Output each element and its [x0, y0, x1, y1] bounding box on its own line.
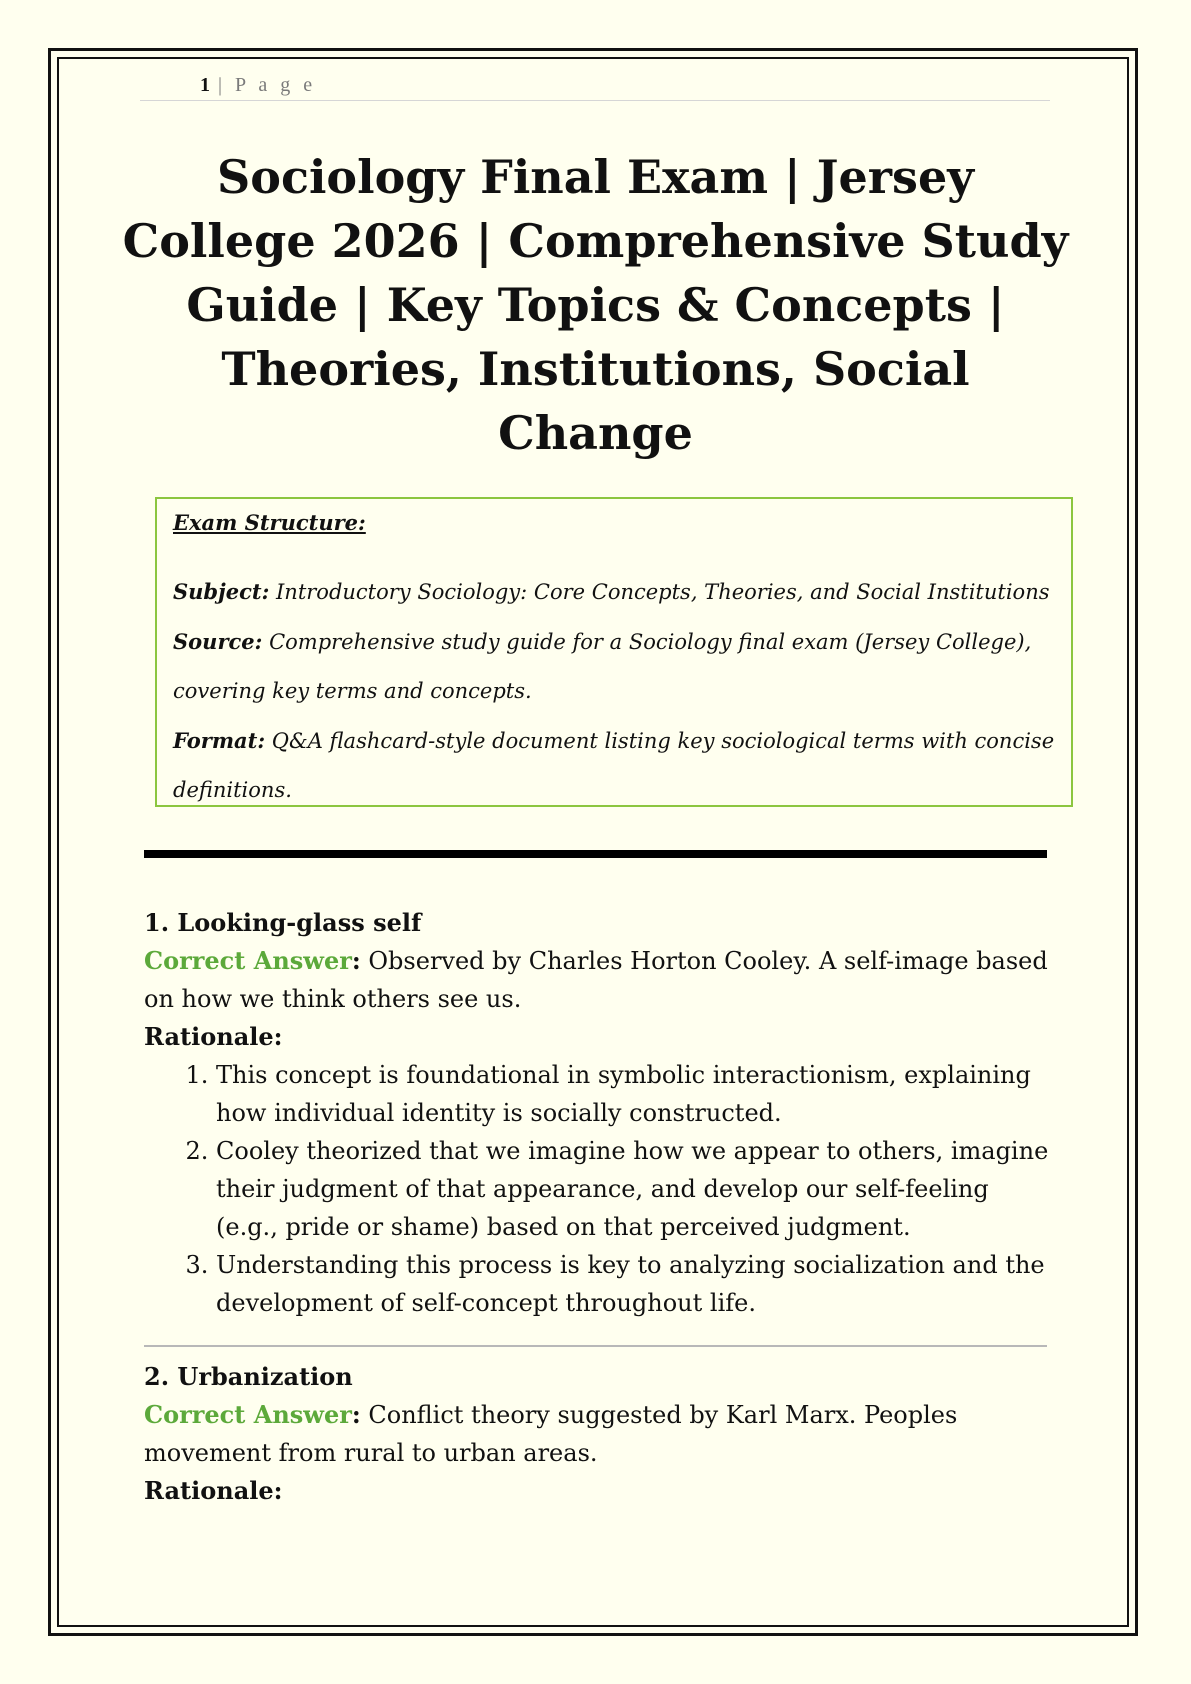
exam-source: [173, 617, 1055, 716]
subject-value: Introductory Sociology: Core Concepts, Theories, and Social Institutions: [269, 580, 1050, 604]
source-value: Comprehensive study guide for a Sociology final exam (Jersey College), covering key terms and concepts.: [173, 630, 1032, 703]
section-divider: [144, 850, 1047, 858]
rationale-item: 3. Understanding this process is key to analyzing socialization and the development of self-concept throughout life.: [216, 1246, 1054, 1322]
question-title: 1. Looking-glass self: [144, 908, 422, 937]
rationale-item: 1. This concept is foundational in symbolic interactionism, explaining how individual identity is socially constructed.: [216, 1056, 1054, 1132]
exam-format: [173, 716, 1055, 815]
page-header: [140, 72, 1050, 101]
format-value: Q&A flashcard-style document listing key sociological terms with concise definitions.: [173, 729, 1055, 802]
question-item: [144, 904, 1054, 1322]
rationale-label: Rationale:: [144, 1476, 283, 1505]
question-item: [144, 1358, 1054, 1510]
question-divider: [144, 1345, 1047, 1347]
exam-structure-heading: Exam Structure:: [173, 510, 366, 535]
correct-answer-label: Correct Answer: [144, 1400, 352, 1429]
question-title: 2. Urbanization: [144, 1362, 353, 1391]
document-title: Sociology Final Exam | Jersey College 2026 | Comprehensive Study Guide | Key Topics & Concepts | Theories, Institutions, Social Change: [122, 150, 1069, 460]
correct-answer: Correct Answer: Conflict theory suggested by Karl Marx. Peoples movement from rural to urban areas.: [144, 1400, 958, 1467]
subject-label: Subject:: [173, 579, 270, 604]
correct-answer: Correct Answer: Observed by Charles Horton Cooley. A self-image based on how we think others see us.: [144, 946, 1048, 1013]
correct-answer-text: Conflict theory suggested by Karl Marx. Peoples movement from rural to urban areas.: [144, 1401, 958, 1467]
rationale-label: Rationale:: [144, 1022, 283, 1051]
page-label: | P a g e: [218, 74, 317, 96]
page-number: 1: [200, 74, 210, 96]
correct-answer-label: Correct Answer: [144, 946, 352, 975]
exam-subject: [173, 567, 1055, 617]
rationale-list: [144, 1056, 1054, 1322]
exam-structure-box: [155, 497, 1073, 807]
rationale-item: 2. Cooley theorized that we imagine how we appear to others, imagine their judgment of that appearance, and develop our self-feeling (e.g., pride or shame) based on that perceived judgment.: [216, 1132, 1054, 1246]
format-label: Format:: [173, 728, 266, 753]
source-label: Source:: [173, 629, 263, 654]
correct-answer-text: Observed by Charles Horton Cooley. A self-image based on how we think others see us.: [144, 947, 1048, 1013]
